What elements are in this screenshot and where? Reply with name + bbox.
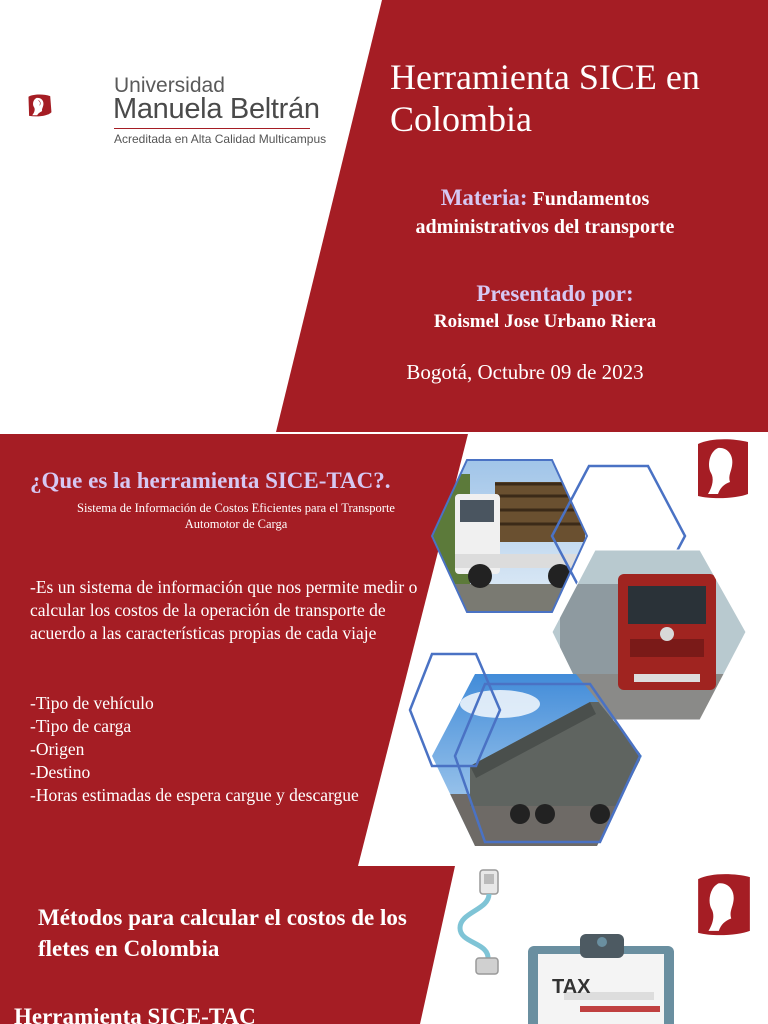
presentation-title: Herramienta SICE en Colombia xyxy=(390,57,700,139)
woman-profile-icon xyxy=(694,872,754,938)
freight-methods-slide xyxy=(0,866,768,1024)
university-name-line1: Universidad xyxy=(114,74,225,97)
title-slide xyxy=(0,0,768,432)
presentation-date: Bogotá, Octubre 09 de 2023 xyxy=(406,360,644,384)
slide-3-subtitle: Herramienta SICE-TAC xyxy=(14,1004,256,1024)
cable-icon xyxy=(446,866,526,982)
clipboard-tax-label: TAX xyxy=(552,976,591,998)
woman-profile-icon xyxy=(28,94,51,116)
slide-3-title: Métodos para calcular el costos de los fletes en Colombia xyxy=(38,905,407,961)
university-name-line2: Manuela Beltrán xyxy=(113,93,320,125)
presented-by-label: Presentado por: xyxy=(476,281,634,306)
list-item: -Tipo de carga xyxy=(30,716,132,736)
definition-paragraph: -Es un sistema de información que nos permite medir o calcular los costos de la operación de transporte de acuerdo a las características propias de cada viaje xyxy=(30,577,418,643)
subject-block xyxy=(390,184,700,241)
university-logo xyxy=(26,66,116,146)
logo-divider xyxy=(114,128,310,129)
slide-2-title: ¿Que es la herramienta SICE-TAC?. xyxy=(30,468,391,493)
sice-tac-definition-slide xyxy=(0,434,768,866)
list-item: -Destino xyxy=(30,762,91,782)
clipboard-tax-icon xyxy=(520,924,680,1024)
subject-value: Fundamentos administrativos del transporte xyxy=(415,188,675,238)
university-tagline: Acreditada en Alta Calidad Multicampus xyxy=(114,132,327,146)
list-item: -Tipo de vehículo xyxy=(30,693,154,713)
author-name: Roismel Jose Urbano Riera xyxy=(433,311,657,332)
white-truck-photo xyxy=(430,454,590,614)
list-item: -Origen xyxy=(30,739,85,759)
subject-label: Materia: xyxy=(440,185,528,210)
hexagon-photo-collage xyxy=(0,434,768,866)
slide-2-subtitle: Sistema de Información de Costos Eficientes para el Transporte Automotor de Carga xyxy=(77,501,395,531)
list-item: -Horas estimadas de espera cargue y descargue xyxy=(30,785,359,805)
woman-profile-icon xyxy=(694,438,752,500)
